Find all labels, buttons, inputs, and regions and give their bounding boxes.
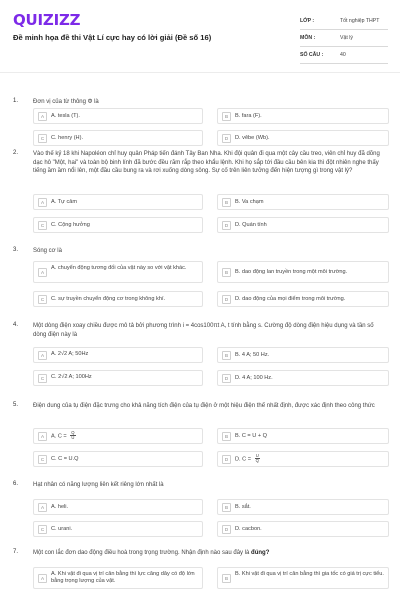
option-letter: A [38,574,47,583]
option-letter: A [38,112,47,121]
meta-key: LỚP : [300,18,315,24]
option-c[interactable] [33,370,203,386]
option-text: B. 4 A; 50 Hz. [235,352,270,358]
option-letter: D [222,295,231,304]
option-text: B. fara (F). [235,113,262,119]
option-text: D. cacbon. [235,526,262,532]
option-b[interactable] [217,499,389,515]
option-text: D. vêbe (Wb). [235,135,270,141]
option-text: C. sự truyền chuyển động cơ trong không khí. [51,296,166,302]
option-letter: C [38,455,47,464]
meta-key: SỐ CÂU : [300,52,324,58]
option-text: B. Va chạm [235,199,264,205]
fraction [255,454,260,464]
option-d[interactable] [217,370,389,386]
option-a[interactable] [33,194,203,210]
option-text: B. C = U + Q [235,433,268,439]
option-letter: B [222,574,231,583]
option-text: A. chuyển động tương đối của vật này so với vật khác. [51,265,187,271]
question-text: Hạt nhân có năng lượng liên kết riêng lớn nhất là [33,482,164,488]
exam-meta-table [300,13,388,64]
option-letter: C [38,295,47,304]
quizizz-logo: QUIZIZZ [13,11,81,29]
option-text: A. heli. [51,504,69,510]
question-text: Sóng cơ là [33,248,62,254]
option-b[interactable] [217,347,389,363]
option-a[interactable] [33,567,203,589]
option-c[interactable] [33,451,203,467]
question-text-plain: Một con lắc đơn dao động điều hoà trong trọng trường. Nhận định nào sau đây là [33,550,250,556]
option-text: A. C = [51,433,67,440]
option-letter: D [222,221,231,230]
option-a[interactable] [33,108,203,124]
option-c[interactable] [33,291,203,307]
worksheet-header [0,0,400,72]
option-letter: B [222,503,231,512]
option-letter: B [222,112,231,121]
option-letter: B [222,351,231,360]
fraction-denominator: U [71,435,75,441]
question-number: 3. [13,247,19,253]
option-a[interactable] [33,347,203,363]
option-formula [51,431,199,441]
question-number: 5. [13,402,19,408]
option-d[interactable] [217,291,389,307]
option-b[interactable] [217,567,389,589]
option-text: D. dao động của mọi điểm trong môi trường. [235,296,346,302]
option-letter: D [222,134,231,143]
question-text: Đơn vị của từ thông Φ là [33,99,99,105]
header-divider [0,72,400,73]
exam-title: Đề minh họa đề thi Vật Lí cực hay có lời giải (Đề số 16) [13,33,212,42]
question-text: Một dòng điện xoay chiều được mô tả bởi phương trình i = 4cos100πt A, t tính bằng s. Cường độ dòng điện hiệu dụng và tần số dòng điện này là [33,323,374,338]
option-letter: C [38,374,47,383]
option-b[interactable] [217,108,389,124]
option-letter: A [38,351,47,360]
option-text: C. C = U.Q [51,456,79,462]
option-b[interactable] [217,428,389,444]
option-letter: A [38,198,47,207]
option-text: B. sắt. [235,504,251,510]
question-text: Điện dung của tụ điện đặc trưng cho khả năng tích điện của tụ điện ở một hiệu điện thế nhất định, được xác định theo công thức [33,403,375,409]
option-text: B. Khi vật đi qua vị trí cân bằng thì gia tốc có giá trị cực tiểu. [235,571,384,577]
option-text: D. Quán tính [235,222,267,228]
option-b[interactable] [217,194,389,210]
option-letter: D [222,374,231,383]
option-letter: D [222,455,231,464]
option-letter: A [38,268,47,277]
option-letter: C [38,525,47,534]
question-number: 6. [13,481,19,487]
option-text: C. 2√2 A; 100Hz [51,374,92,380]
question-text-emphasis: đúng? [251,550,270,556]
option-text: A. 2√2 A; 50Hz [51,351,89,357]
question-number: 7. [13,549,19,555]
option-d[interactable] [217,217,389,233]
option-letter: C [38,134,47,143]
meta-value: Tốt nghiệp THPT [340,18,380,24]
question-number: 1. [13,98,19,104]
fraction-denominator: Q [255,458,259,464]
meta-row-class [300,13,388,30]
option-letter: D [222,525,231,534]
fraction [70,431,75,441]
meta-value: 40 [340,52,346,58]
question-number: 2. [13,150,19,156]
option-c[interactable] [33,521,203,537]
option-text: C. urani. [51,526,73,532]
meta-row-question-count [300,47,388,64]
option-text: A. Khi vật đi qua vị trí cân bằng thì lực căng dây có độ lớn bằng trọng lượng của vật. [51,571,195,585]
option-b[interactable] [217,261,389,283]
option-text: A. tesla (T). [51,113,80,119]
option-text: D. 4 A; 100 Hz. [235,375,273,381]
option-letter: B [222,198,231,207]
meta-row-subject [300,30,388,47]
option-formula [235,454,385,464]
fraction-numerator: U [255,453,259,458]
option-d[interactable] [217,130,389,146]
option-text: A. Tự cảm [51,199,78,205]
option-d[interactable] [217,521,389,537]
option-a[interactable] [33,499,203,515]
option-letter: A [38,432,47,441]
option-text: B. dao động lan truyền trong một môi trường. [235,269,348,275]
option-letter: B [222,268,231,277]
fraction-numerator: Q [71,430,75,435]
option-text: D. C = [235,456,252,463]
option-text: C. Cộng hưởng [51,222,90,228]
option-c[interactable] [33,130,203,146]
meta-key: MÔN : [300,35,316,41]
option-letter: A [38,503,47,512]
question-number: 4. [13,322,19,328]
option-a[interactable] [33,428,203,444]
option-c[interactable] [33,217,203,233]
option-letter: C [38,221,47,230]
option-text: C. henry (H). [51,135,84,141]
option-letter: B [222,432,231,441]
option-a[interactable] [33,261,203,283]
question-text: Vào thế kỷ 18 khi Napoléon chỉ huy quân Pháp tiến đánh Tây Ban Nha. Khi đội quân đi qua một cây cầu treo, viên chỉ huy đã dõng dạc hô "Một, hai" và toàn bộ binh lính đã bước đều răm rắp theo khẩu lệnh. Khi họ sắp tới đầu cầu bên kia thì đột nhiên nghe thấy tiếng ầm ầm nổi lên, một đầu cầu bung ra và rơi xuống dòng sông. Sự cố trên liên tưởng đến hiện tượng gì trong vật lý? [33,151,380,175]
option-d[interactable] [217,451,389,467]
meta-value: Vật lý [340,35,353,41]
question-text [33,549,385,558]
